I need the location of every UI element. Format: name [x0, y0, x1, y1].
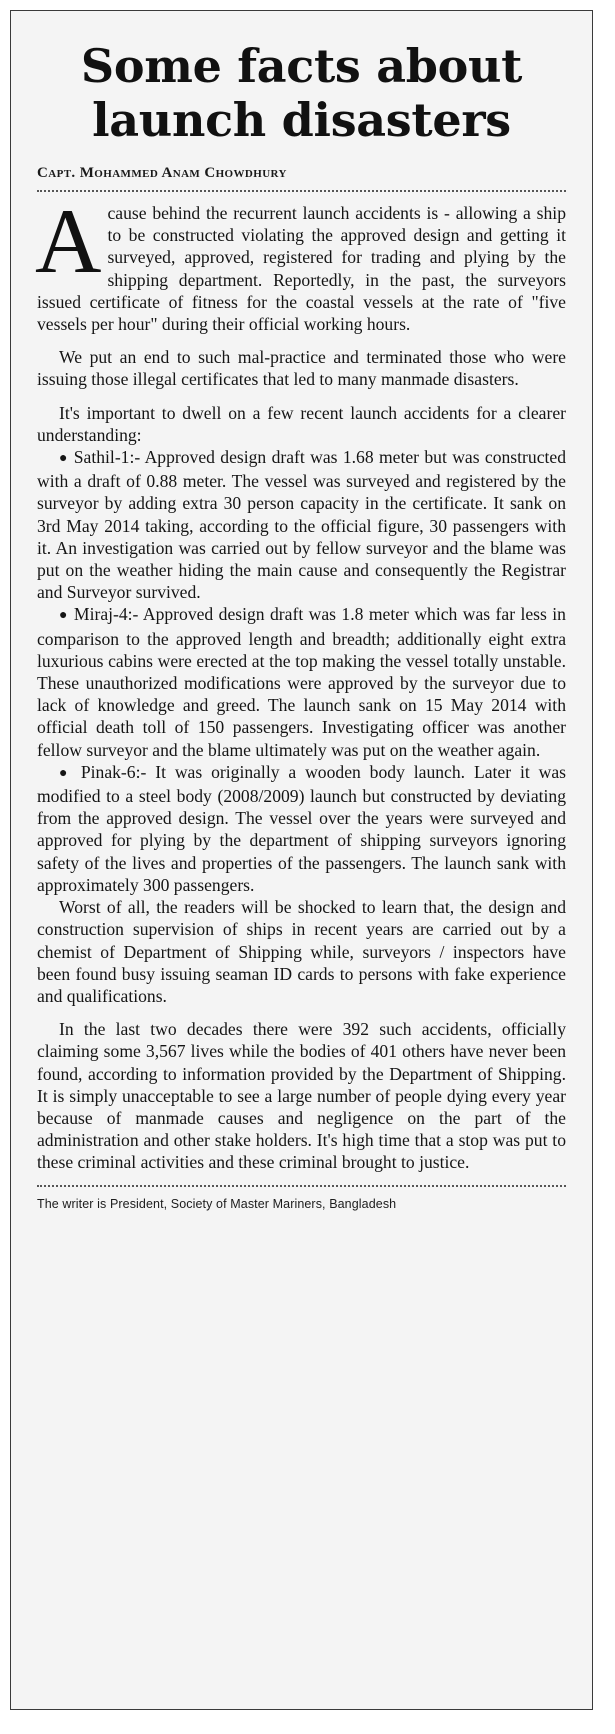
paragraph-2: We put an end to such mal-practice and terminated those who were issuing those illegal certificates that led to many manmade disasters.	[37, 347, 566, 390]
bullet-dot-icon: ●	[59, 765, 72, 781]
bullet-sathil-text: Sathil-1:- Approved design draft was 1.68 meter but was constructed with a draft of 0.88 meter. The vessel was surveyed and registered by the surveyor by adding extra 30 person capacity in the certificate. It sank on 3rd May 2014 taking, according to the official figure, 30 passengers with it. An investigation was carried out by fellow surveyor and the blame was put on the weather hiding the main cause and consequently the Registrar and Surveyor survived.	[37, 447, 566, 603]
bullet-miraj-text: Miraj-4:- Approved design draft was 1.8 meter which was far less in comparison to the approved length and breadth; additionally eight extra luxurious cabins were erected at the top making the vessel totally unstable. These unauthorized modifications were approved by the surveyor due to lack of knowledge and greed. The launch sank on 15 May 2014 with official death toll of 150 passengers. Investigating officer was another fellow surveyor and the blame ultimately was put on the weather again.	[37, 604, 566, 760]
headline-line-1: Some facts about	[80, 39, 523, 93]
paragraph-4: Worst of all, the readers will be shocked to learn that, the design and construction supervision of ships in recent years are carried out by a chemist of Department of Shipping while, surveyors / inspectors have been found busy issuing seaman ID cards to persons with fake experience and qualifications.	[37, 897, 566, 1006]
bottom-dotted-divider	[37, 1185, 566, 1187]
bullet-miraj	[37, 603, 566, 760]
paragraph-intro	[35, 190, 566, 335]
author-footnote: The writer is President, Society of Master Mariners, Bangladesh	[37, 1196, 397, 1211]
drop-cap: A	[35, 190, 102, 292]
headline-line-2: launch disasters	[92, 93, 511, 147]
article-body	[35, 190, 566, 1174]
bullet-sathil	[37, 446, 566, 603]
paragraph-3: It's important to dwell on a few recent launch accidents for a clearer understanding:	[37, 402, 566, 445]
bullet-pinak	[37, 761, 566, 896]
bullet-dot-icon: ●	[59, 608, 69, 624]
byline: Capt. Mohammed Anam Chowdhury	[37, 165, 287, 181]
paragraph-5: In the last two decades there were 392 such accidents, officially claiming some 3,567 lives while the bodies of 401 others have never been found, according to information provided by the Department of Shipping. It is simply unacceptable to see a large number of people dying every year because of manmade causes and negligence on the part of the administration and other stake holders. It's high time that a stop was put to these criminal activities and these criminal brought to justice.	[37, 1019, 566, 1173]
top-dotted-divider	[37, 190, 566, 192]
bullet-pinak-text: Pinak-6:- It was originally a wooden body launch. Later it was modified to a steel body (2008/2009) launch but constructed by deviating from the approved design. The vessel over the years were surveyed and approved for plying by the department of shipping surveyors ignoring safety of the lives and properties of the passengers. The launch sank with approximately 300 passengers.	[37, 761, 566, 895]
paragraph-intro-text: cause behind the recurrent launch accidents is - allowing a ship to be constructed violating the approved design and getting it surveyed, approved, registered for trading and plying by the shipping department. Reportedly, in the past, the surveyors issued certificate of fitness for the coastal vessels at the rate of "five vessels per hour" during their official working hours.	[37, 203, 566, 335]
article-frame	[10, 10, 593, 1710]
bullet-dot-icon: ●	[59, 451, 69, 467]
headline	[37, 39, 566, 147]
